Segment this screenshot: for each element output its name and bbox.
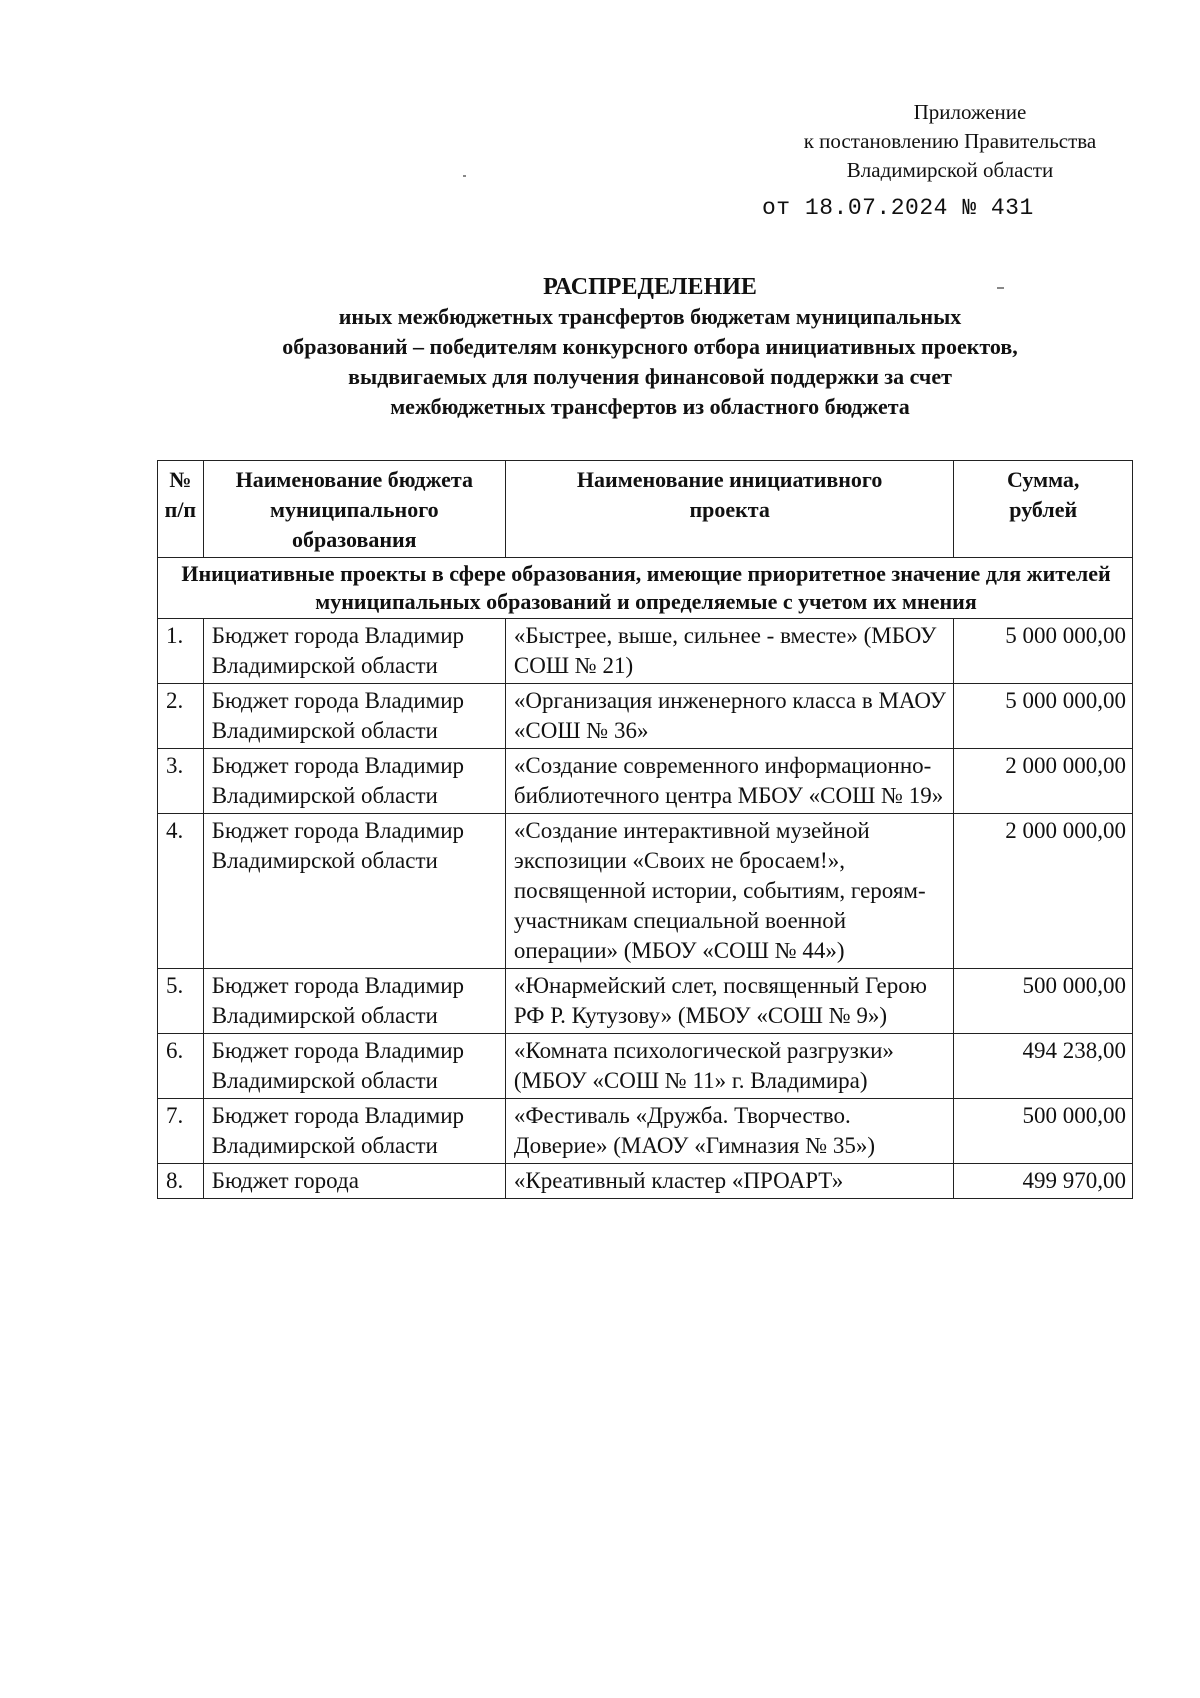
row-num: 7. <box>158 1099 204 1164</box>
distribution-table <box>157 460 1133 1199</box>
document-title: РАСПРЕДЕЛЕНИЕ <box>543 274 757 300</box>
subtitle-line: образований – победителям конкурсного отбора инициативных проектов, <box>282 334 1018 359</box>
table-row <box>158 1099 1133 1164</box>
header-sum: Сумма, рублей <box>954 461 1133 558</box>
row-num: 2. <box>158 684 204 749</box>
row-num: 1. <box>158 619 204 684</box>
row-sum: 499 970,00 <box>954 1164 1133 1199</box>
row-sum: 500 000,00 <box>954 969 1133 1034</box>
row-budget: Бюджет города Владимир Владимирской области <box>203 1034 505 1099</box>
scan-speck <box>463 175 466 177</box>
document-subtitle <box>150 302 1150 422</box>
row-budget: Бюджет города Владимир Владимирской области <box>203 684 505 749</box>
row-num: 3. <box>158 749 204 814</box>
row-budget: Бюджет города Владимир Владимирской области <box>203 619 505 684</box>
annex-line: к постановлению Правительства <box>803 129 1097 153</box>
row-project: «Фестиваль «Дружба. Творчество. Доверие» (МАОУ «Гимназия № 35») <box>505 1099 954 1164</box>
row-num: 4. <box>158 814 204 969</box>
table-row <box>158 969 1133 1034</box>
row-budget: Бюджет города <box>203 1164 505 1199</box>
row-sum: 2 000 000,00 <box>954 814 1133 969</box>
row-project: «Создание современного информационно-библиотечного центра МБОУ «СОШ № 19» <box>505 749 954 814</box>
row-num: 6. <box>158 1034 204 1099</box>
row-project: «Быстрее, выше, сильнее - вместе» (МБОУ СОШ № 21) <box>505 619 954 684</box>
row-project: «Юнармейский слет, посвященный Герою РФ Р. Кутузову» (МБОУ «СОШ № 9») <box>505 969 954 1034</box>
row-budget: Бюджет города Владимир Владимирской области <box>203 749 505 814</box>
row-budget: Бюджет города Владимир Владимирской области <box>203 1099 505 1164</box>
row-project: «Создание интерактивной музейной экспозиции «Своих не бросаем!», посвященной истории, событиям, героям-участникам специальной военной операции» (МБОУ «СОШ № 44») <box>505 814 954 969</box>
row-budget: Бюджет города Владимир Владимирской области <box>203 814 505 969</box>
subtitle-line: иных межбюджетных трансфертов бюджетам муниципальных <box>338 304 962 329</box>
table-row <box>158 814 1133 969</box>
row-sum: 500 000,00 <box>954 1099 1133 1164</box>
section-title: Инициативные проекты в сфере образования, имеющие приоритетное значение для жителей муниципальных образований и определяемые с учетом их мнения <box>158 558 1133 619</box>
row-project: «Организация инженерного класса в МАОУ «СОШ № 36» <box>505 684 954 749</box>
section-row <box>158 558 1133 619</box>
row-sum: 2 000 000,00 <box>954 749 1133 814</box>
row-budget: Бюджет города Владимир Владимирской области <box>203 969 505 1034</box>
annex-line: Приложение <box>913 100 1027 124</box>
table-header-row <box>158 461 1133 558</box>
annex-line: Владимирской области <box>846 158 1054 182</box>
header-budget: Наименование бюджета муниципального образования <box>203 461 505 558</box>
annex-header <box>770 98 1130 185</box>
document-title-block <box>150 272 1150 422</box>
resolution-date-number: от 18.07.2024 № 431 <box>762 195 1034 221</box>
row-sum: 494 238,00 <box>954 1034 1133 1099</box>
row-project: «Комната психологической разгрузки» (МБОУ «СОШ № 11» г. Владимира) <box>505 1034 954 1099</box>
row-num: 5. <box>158 969 204 1034</box>
row-sum: 5 000 000,00 <box>954 684 1133 749</box>
table-row <box>158 1034 1133 1099</box>
header-num: № п/п <box>158 461 204 558</box>
row-sum: 5 000 000,00 <box>954 619 1133 684</box>
table-row <box>158 684 1133 749</box>
subtitle-line: межбюджетных трансфертов из областного бюджета <box>390 394 910 419</box>
row-num: 8. <box>158 1164 204 1199</box>
table-row <box>158 1164 1133 1199</box>
table-row <box>158 749 1133 814</box>
subtitle-line: выдвигаемых для получения финансовой поддержки за счет <box>348 364 952 389</box>
row-project: «Креативный кластер «ПРОАРТ» <box>505 1164 954 1199</box>
header-project: Наименование инициативного проекта <box>505 461 954 558</box>
table-row <box>158 619 1133 684</box>
